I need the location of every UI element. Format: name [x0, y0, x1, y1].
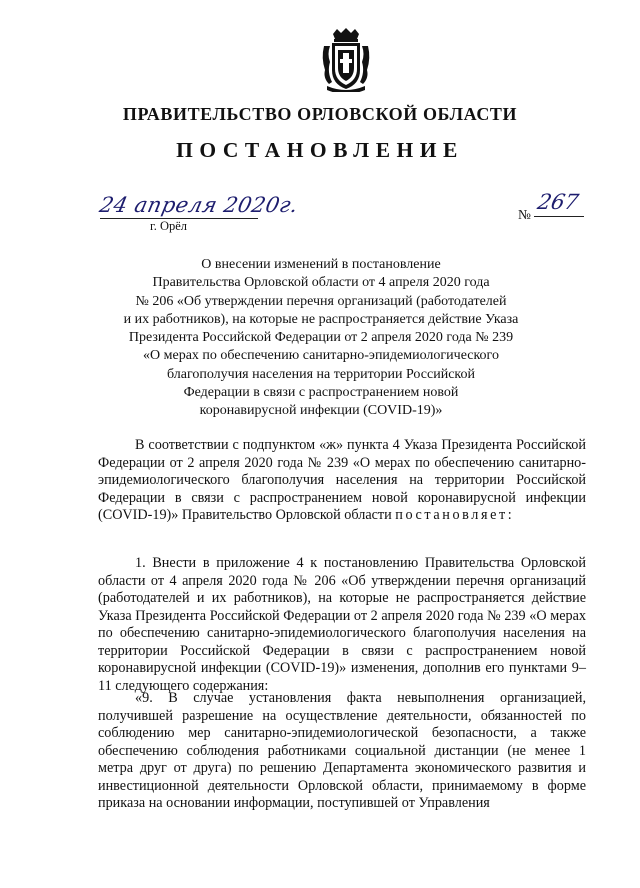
document-type: ПОСТАНОВЛЕНИЕ: [176, 138, 464, 162]
item-9-paragraph: «9. В случае установления факта невыполнения организацией, получившей разрешение на осуществление деятельности, обязанностей по соблюдению мер санитарно-эпидемиологической безопасности, а также обеспечению соблюдения работниками социальной дистанции (не менее 1 метра друг от друга) по решению Департамента экономического развития и инвестиционной деятельности Орловской области, принимаемому в форме приказа на основании информации, поступившей от Управления: [98, 690, 586, 811]
subject-line: Президента Российской Федерации от 2 апреля 2020 года № 239: [128, 330, 514, 346]
government-title: ПРАВИТЕЛЬСТВО ОРЛОВСКОЙ ОБЛАСТИ: [122, 104, 518, 124]
subject-line: коронавирусной инфекции (COVID-19)»: [199, 403, 443, 419]
subject-line: № 206 «Об утверждении перечня организаций (работодателей: [135, 293, 507, 309]
subject-line: Правительства Орловской области от 4 апреля 2020 года: [152, 275, 490, 291]
number-sign: №: [518, 207, 531, 222]
subject-line: О внесении изменений в постановление: [201, 257, 441, 272]
subject-line: благополучия населения на территории Российской: [166, 366, 475, 382]
item-1-paragraph: 1. Внести в приложение 4 к постановлению Правительства Орловской области от 4 апреля 2020 года № 206 «Об утверждении перечня организаций (работодателей и их работников), на которые не распространяется действие Указа Президента Российской Федерации от 2 апреля 2020 года № 239 «О мерах по обеспечению санитарно-эпидемиологического благополучия населения на территории Российской Федерации в связи с распространением новой коронавирусной инфекции (COVID-19)» изменения, дополнив его пунктами 9–11 следующего содержания:: [98, 555, 586, 694]
subject-line: «О мерах по обеспечению санитарно-эпидемиологического: [143, 348, 499, 364]
city-label: г. Орёл: [150, 219, 188, 233]
preamble-text: В соответствии с подпунктом «ж» пункта 4 Указа Президента Российской Федерации от 2 апреля 2020 года № 239 «О мерах по обеспечению санитарно-эпидемиологического благополучия населения на территории Российской Федерации в связи с распространением новой коронавирусной инфекции (COVID-19)» Правительство Орловской области: [98, 437, 586, 523]
subject-line: и их работников), на которые не распространяется действие Указа: [123, 311, 519, 327]
number-underline: [534, 216, 584, 217]
subject-line: Федерации в связи с распространением новой: [183, 385, 459, 401]
resolves-word: постановляет:: [395, 507, 515, 523]
handwritten-number: 267: [535, 190, 581, 214]
coat-of-arms-emblem: [321, 28, 371, 92]
preamble-paragraph: [98, 437, 586, 525]
subject-heading: [88, 256, 554, 421]
handwritten-date: 24 апреля 2020г.: [97, 193, 301, 217]
